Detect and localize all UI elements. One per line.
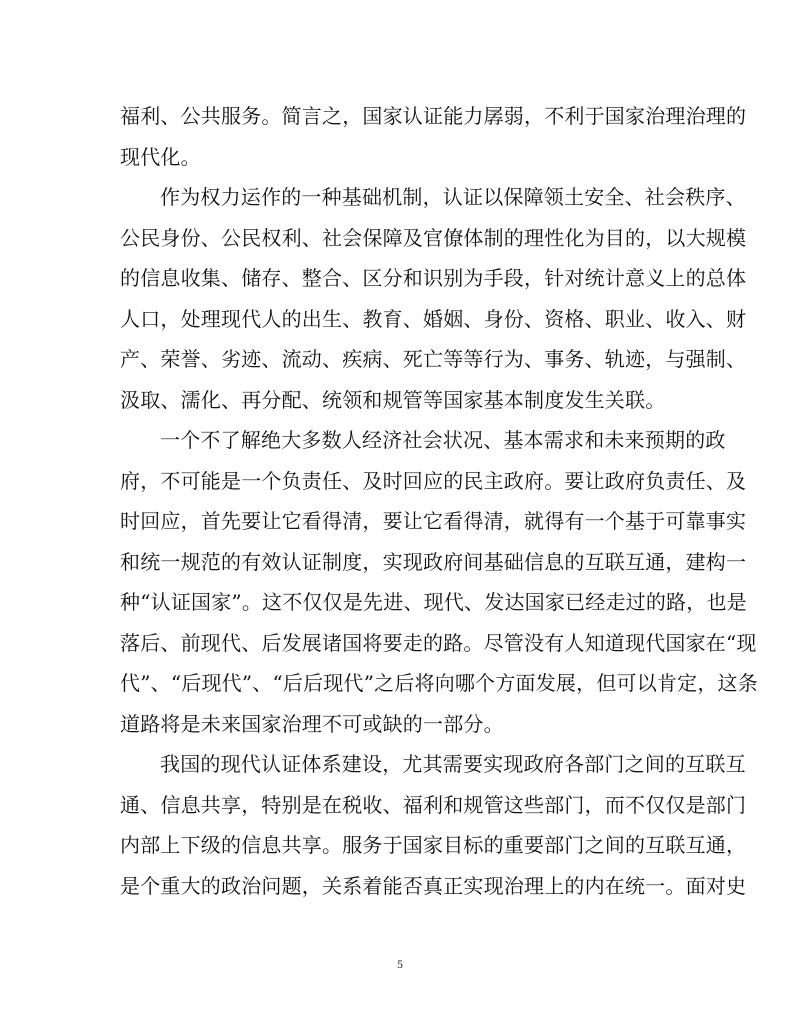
text-line: 和统一规范的有效认证制度，实现政府间基础信息的互联互通，建构一 xyxy=(120,549,747,574)
text-line: 种“认证国家”。这不仅仅是先进、现代、发达国家已经走过的路，也是 xyxy=(120,590,747,614)
text-line: 时回应，首先要让它看得清，要让它看得清，就得有一个基于可靠事实 xyxy=(120,509,747,533)
text-line: 公民身份、公民权利、社会保障及官僚体制的理性化为目的，以大规模 xyxy=(120,225,747,250)
text-line: 作为权力运作的一种基础机制，认证以保障领土安全、社会秩序、 xyxy=(160,185,746,209)
text-line: 内部上下级的信息共享。服务于国家目标的重要部门之间的互联互通， xyxy=(120,833,747,857)
body-text xyxy=(120,96,758,906)
text-line: 代”、“后现代”、“后后现代”之后将向哪个方面发展，但可以肯定，这条 xyxy=(120,671,758,695)
text-line: 我国的现代认证体系建设，尤其需要实现政府各部门之间的互联互 xyxy=(160,752,746,776)
text-line: 汲取、濡化、再分配、统领和规管等国家基本制度发生关联。 xyxy=(120,387,666,412)
text-line: 产、荣誉、劣迹、流动、疾病、死亡等等行为、事务、轨迹，与强制、 xyxy=(120,347,747,371)
text-line: 现代化。 xyxy=(120,144,201,169)
text-line: 福利、公共服务。简言之，国家认证能力孱弱，不利于国家治理治理的 xyxy=(120,104,747,128)
page-number: 5 xyxy=(397,957,403,971)
text-line: 通、信息共享，特别是在税收、福利和规管这些部门，而不仅仅是部门 xyxy=(120,792,747,817)
text-line: 的信息收集、储存、整合、区分和识别为手段，针对统计意义上的总体 xyxy=(120,266,747,290)
text-line: 是个重大的政治问题，关系着能否真正实现治理上的内在统一。面对史 xyxy=(120,873,747,898)
text-line: 道路将是未来国家治理不可或缺的一部分。 xyxy=(120,711,504,736)
text-line: 落后、前现代、后发展诸国将要走的路。尽管没有人知道现代国家在“现 xyxy=(120,630,757,655)
text-line: 人口，处理现代人的出生、教育、婚姻、身份、资格、职业、收入、财 xyxy=(120,306,747,331)
text-line: 府，不可能是一个负责任、及时回应的民主政府。要让政府负责任、及 xyxy=(120,468,747,493)
text-line: 一个不了解绝大多数人经济社会状况、基本需求和未来预期的政 xyxy=(160,428,726,452)
